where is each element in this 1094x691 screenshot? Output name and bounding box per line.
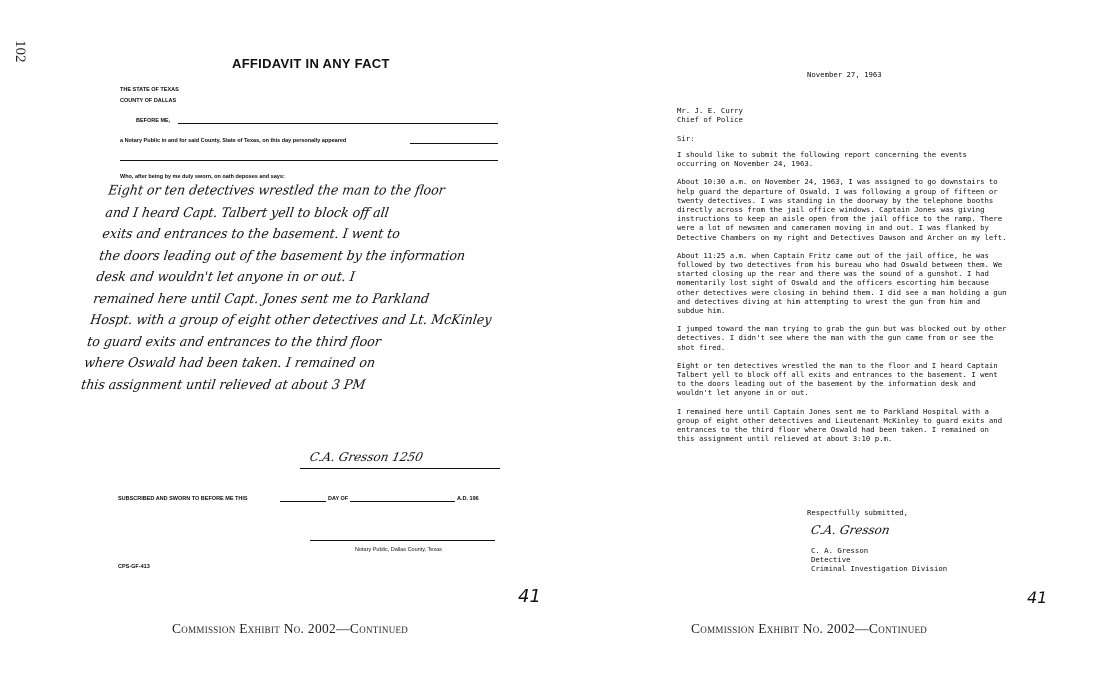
- exhibit-number-left: 41: [518, 586, 541, 607]
- letter-paragraph: About 11:25 a.m. when Captain Fritz came out of the jail office, he was followed by two detectives from his bureau who had Oswald between them. We started closing up the rear and there was the sound of a gunshot. I had momentarily lost sight of Oswald and the officers escorting him because other detectives were closing in behind them. I did see a man holding a gun and detectives diving at him attempting to wrest the gun from him and subdue him.: [677, 250, 1007, 316]
- month-rule: [350, 501, 455, 502]
- salutation: Sir:: [677, 134, 695, 143]
- notary-caption: Notary Public, Dallas County, Texas: [355, 547, 442, 553]
- handwritten-line: to guard exits and entrances to the third floor: [86, 332, 383, 349]
- state-label: THE STATE OF TEXAS: [120, 87, 179, 93]
- letter-paragraph: I jumped toward the man trying to grab the gun but was blocked out by other detectives. I didn't see where the man with the gun came from or see the shot fired.: [677, 324, 1007, 352]
- sworn-line: Who, after being by me duly sworn, on oath deposes and says:: [120, 174, 285, 180]
- handwritten-statement: [80, 180, 500, 395]
- letter-paragraph: Eight or ten detectives wrestled the man to the floor and I heard Captain Talbert yell to block off all exits and entrances to the basement. I went to the doors leading out of the basement by the information desk and wouldn't let anyone in or out.: [677, 360, 998, 398]
- day-of-label: DAY OF: [328, 496, 349, 502]
- day-rule: [280, 501, 326, 502]
- recipient-name: Mr. J. E. Curry: [677, 106, 743, 115]
- handwritten-line: and I heard Capt. Talbert yell to block off all: [104, 203, 391, 220]
- recipient: [677, 106, 743, 124]
- letter-closing: Respectfully submitted,: [807, 508, 909, 517]
- caption-right: Commission Exhibit No. 2002—Continued: [691, 621, 928, 636]
- handwritten-line: Hospt. with a group of eight other detectives and Lt. McKinley: [89, 311, 493, 327]
- recipient-title: Chief of Police: [677, 115, 743, 125]
- signer-title: Detective: [811, 555, 851, 565]
- letter-body: [677, 150, 1007, 452]
- form-code: CPS-GF-413: [118, 564, 150, 570]
- letter-paragraph: About 10:30 a.m. on November 24, 1963, I was assigned to go downstairs to help guard the departure of Oswald. I was following a group of fifteen or twenty detectives. I was standing in the doorway by the telephone booths directly across from the jail office windows. Captain Jones was giving instructions to keep an aisle open from the jail office to the ramp. There were a lot of newsmen and cameramen moving in and out. I was flanked by Detective Chambers on my right and Detectives Dawson and Archer on my left.: [677, 177, 1007, 242]
- signer-name: C. A. Gresson: [811, 546, 869, 555]
- subscribed-line: SUBSCRIBED AND SWORN TO BEFORE ME THIS: [118, 496, 248, 502]
- blank-rule: [120, 160, 498, 161]
- affidavit-title: AFFIDAVIT IN ANY FACT: [232, 56, 390, 71]
- caption-left: Commission Exhibit No. 2002—Continued: [172, 621, 409, 636]
- handwritten-line: remained here until Capt. Jones sent me to Parkland: [92, 289, 431, 306]
- before-me-rule: [178, 123, 498, 124]
- exhibit-number-right: 41: [1027, 588, 1048, 607]
- handwritten-line: Eight or ten detectives wrestled the man to the floor: [107, 182, 446, 198]
- ad-year-label: A.D. 196: [457, 496, 479, 502]
- handwritten-line: exits and entrances to the basement. I went to: [101, 225, 402, 241]
- notary-line: a Notary Public in and for said County, State of Texas, on this day personally appeared: [120, 138, 347, 144]
- affidavit-signature: C.A. Gresson 1250: [308, 450, 425, 464]
- affidavit-form: [80, 50, 510, 590]
- notary-signature-rule: [310, 540, 495, 541]
- page-number: 102: [12, 40, 28, 63]
- signer-division: Criminal Investigation Division: [811, 564, 948, 574]
- signer-block: [811, 546, 947, 574]
- letter-paragraph: I remained here until Captain Jones sent me to Parkland Hospital with a group of eight other detectives and Lieutenant McKinley to guard exits and entrances to the third floor where Oswald had been taken. I remained on this assignment until relieved at about 3:10 p.m.: [677, 406, 1003, 444]
- notary-rule: [410, 143, 498, 144]
- letter-date: November 27, 1963: [807, 70, 882, 79]
- letter-paragraph: I should like to submit the following report concerning the events occurring on November 24, 1963.: [677, 150, 967, 169]
- letter-signature: C.A. Gresson: [809, 523, 891, 537]
- before-me-label: BEFORE ME,: [136, 118, 171, 124]
- county-label: COUNTY OF DALLAS: [120, 98, 177, 104]
- signature-rule: [300, 468, 500, 469]
- handwritten-line: the doors leading out of the basement by the information: [98, 246, 467, 263]
- handwritten-line: desk and wouldn't let anyone in or out. I: [95, 268, 357, 284]
- handwritten-line: where Oswald had been taken. I remained on: [83, 354, 377, 371]
- handwritten-line: this assignment until relieved at about 3 PM: [80, 375, 367, 392]
